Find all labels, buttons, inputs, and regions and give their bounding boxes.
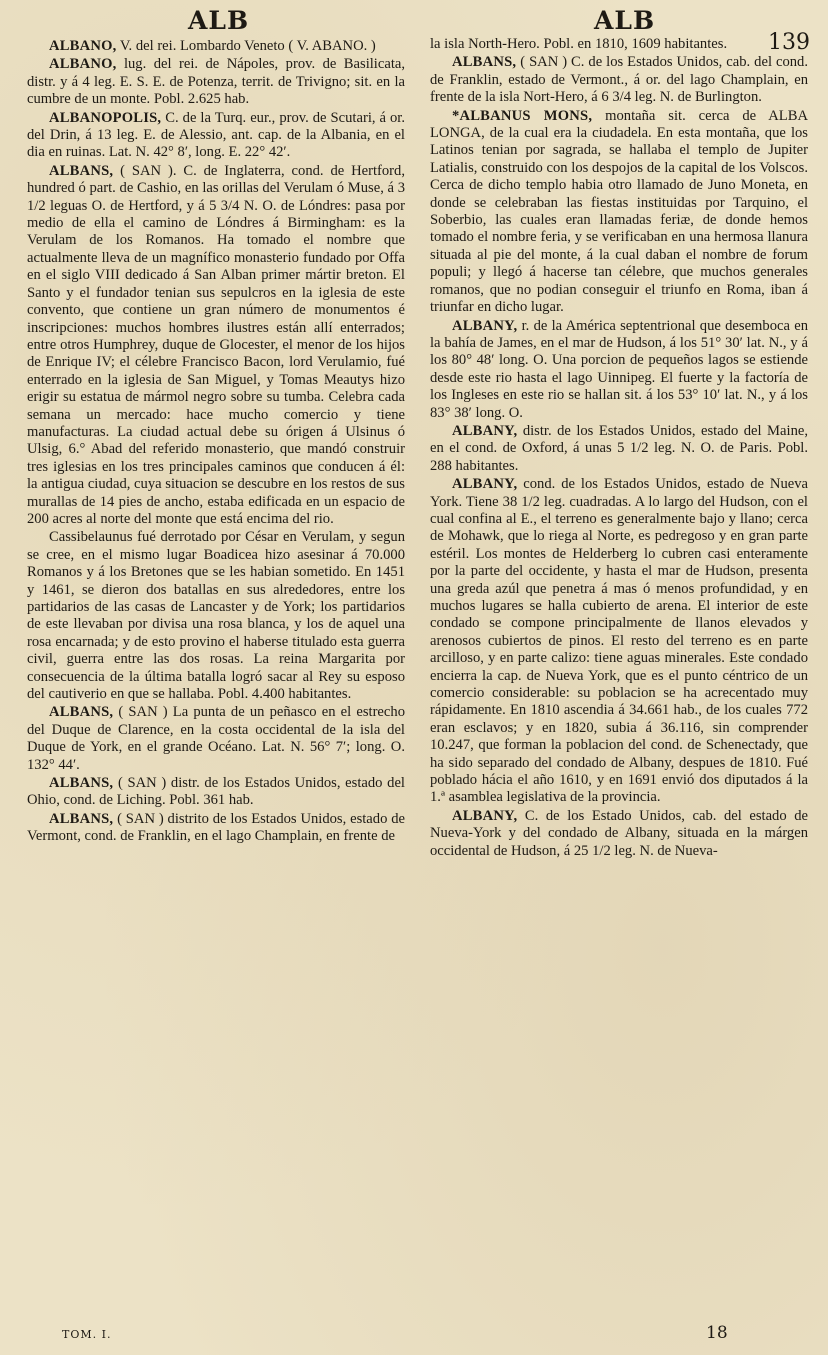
dictionary-entry — [430, 808, 808, 860]
dictionary-entry — [27, 110, 405, 162]
dictionary-entry-continued — [430, 36, 808, 53]
entry-headword: *ALBANUS MONS, — [452, 107, 593, 124]
entry-text: ( SAN ). C. de Inglaterra, cond. de Hertford, hundred ó part. de Cashio, en las orillas del Verulam ó Muse, á 3 1/2 leguas O. de Hertford, y á 5 3/4 N. O. de Lóndres: pasa por medio de ella el camino de Lóndres á Birmingham: es la Verulam de los Romanos. Ha tomado el nombre que actualmente lleva de un magnífico monasterio fundado por Offa en el siglo VIII dedicado á San Alban primer mártir breton. El Santo y el fundador tenian sus sepulcros en la iglesia de este convento, que contiene un gran número de monumentos é inscripciones: muchos hombres ilustres están allí enterrados; entre otros Humphrey, duque de Glocester, el menor de los hijos de Enrique IV; el célebre Francisco Bacon, lord Verulamio, fué enterrado en la iglesia de San Miguel, y Tomas Meautys hizo erigir su estatua de mármol negro sobre su tumba. Celebra cada semana un mercado: hace mucho comercio y tiene manufacturas. La ciudad actual debe su órigen á Ulsinus ó Ulsig, 6.° Abad del referido monasterio, que mandó construir tres iglesias en los tres principales caminos que conducen á él: la antigua ciudad, cuya situacion se descubre en los restos de sus murallas de 14 pies de ancho, estaba edificada en un espacio de 200 acres al norte del monte que está encima del rio. — [27, 162, 405, 527]
entry-text: lug. del rei. de Nápoles, prov. de Basilicata, distr. y á 4 leg. E. S. E. de Potenza, territ. de Trivigno; sit. en la cumbre de un monte. Pobl. 2.625 hab. — [27, 56, 405, 108]
entry-text: C. de los Estado Unidos, cab. del estado de Nueva-York y del condado de Albany, situada en la márgen occidental de Hudson, á 25 1/2 leg. N. de Nueva- — [430, 807, 808, 859]
entry-headword: ALBANS, — [452, 54, 517, 71]
dictionary-entry — [430, 476, 808, 807]
running-head-right: ALB — [594, 6, 656, 35]
dictionary-entry — [27, 811, 405, 846]
entry-text: V. del rei. Lombardo Veneto ( V. ABANO. ) — [116, 38, 376, 54]
volume-signature: TOM. I. — [62, 1328, 112, 1341]
dictionary-entry-paragraph — [27, 529, 405, 703]
dictionary-entry — [27, 56, 405, 108]
dictionary-entry — [430, 318, 808, 422]
entry-headword: ALBANOPOLIS, — [49, 109, 162, 126]
right-column — [430, 36, 808, 1333]
entry-headword: ALBANO, — [49, 56, 117, 73]
entry-headword: ALBANO, — [49, 38, 117, 54]
entry-text: montaña sit. cerca de ALBA LONGA, de la cual era la ciudadela. En esta montaña, que los Latinos tenian por sagrada, se hallaba el templo de Jupiter Latialis, construido con los despojos de la capital de los Volscos. Cerca de dicho templo habia otro llamado de Juno Moneta, en donde se celebraban las fiestas instituidas por Tarquino, el Soberbio, las cuales eran llamadas feriæ, de donde hemos tomado el nombre feria, y se verificaban en una hermosa llanura situada al pie del monte, á la cual daban el nombre de forum populi; y llegó á hacerse tan célebre, que muchos generales romanos, que no podian conseguir el triunfo en Roma, iban á triunfar en dicho lugar. — [430, 107, 808, 316]
entry-text: Cassibelaunus fué derrotado por César en Verulam, y segun se cree, en el mismo lugar Boadicea hizo asesinar á 70.000 Romanos y á los Bretones que se les habian sometido. En 1451 y 1461, se dieron dos batallas en sus alrededores, entre los partidarios de las casas de Lancaster y de York; los partidarios de este llevaban por divisa una rosa blanca, y los de aquel una rosa encarnada; y de esto provino el haberse titulado esta guerra civil, guerra entre las dos rosas. La reina Margarita por consecuencia de la última batalla logró sacar al Rey su esposo del cautiverio en que se hallaba. Pobl. 4.400 habitantes. — [27, 529, 405, 703]
dictionary-entry — [27, 38, 405, 55]
page-number: 139 — [768, 30, 810, 55]
dictionary-entry — [27, 704, 405, 774]
gathering-signature: 18 — [706, 1323, 728, 1343]
entry-headword: ALBANS, — [49, 162, 114, 179]
entry-headword: ALBANY, — [452, 476, 518, 493]
entry-text: ( SAN ) distrito de los Estados Unidos, estado de Vermont, cond. de Franklin, en el lago Champlain, en frente de — [27, 810, 405, 845]
entry-text: distr. de los Estados Unidos, estado del Maine, en el cond. de Oxford, á unas 5 1/2 leg. N. O. de Paris. Pobl. 288 habitantes. — [430, 422, 808, 474]
entry-text: r. de la América septentrional que desemboca en la bahía de James, en el mar de Hudson, á los 51° 30′ lat. N., y á los 80° 48′ long. O. Una porcion de pequeños lagos se estiende desde este rio hasta el lago Uinnipeg. El fuerte y la factoría de los Ingleses en este rio se hallan sit. á los 53° 10′ lat. N., y á los 83° 38′ long. O. — [430, 317, 808, 421]
entry-headword: ALBANS, — [49, 775, 114, 792]
dictionary-entry — [430, 423, 808, 475]
dictionary-entry — [430, 54, 808, 106]
dictionary-entry — [27, 163, 405, 529]
entry-text: ( SAN ) C. de los Estados Unidos, cab. del cond. de Franklin, estado de Vermont., á or. del lago Champlain, en frente de la isla Nort-Hero, á 6 3/4 leg. N. de Burlington. — [430, 54, 808, 106]
entry-headword: ALBANS, — [49, 704, 114, 721]
dictionary-entry — [27, 775, 405, 810]
entry-text: C. de la Turq. eur., prov. de Scutari, á or. del Drin, á 13 leg. E. de Alessio, ant. cap. de la Albania, en el dia en ruinas. Lat. N. 42° 8′, long. E. 22° 42′. — [27, 109, 405, 161]
entry-headword: ALBANS, — [49, 810, 114, 827]
entry-text: cond. de los Estados Unidos, estado de Nueva York. Tiene 38 1/2 leg. cuadradas. A lo largo del Hudson, con el cual confina al E., el terreno es generalmente bajo y llano; cerca de Mohawk, que lo riega al Norte, es pedregoso y en gran parte estéril. Los montes de Helderberg lo cubren casi enteramente por la parte del occidente, y hasta el mar de Hudson, presenta una greda azúl que penetra á mas ó menos profundidad, y en muchos lugares se halla cubierto de arena. El interior de este condado se compone principalmente de llanos elevados y arenosos cubiertos de pinos. El resto del terreno es en parte arcilloso, y en parte calizo: tiene aguas minerales. Este condado encierra la cap. de Nueva York, que es el punto céntrico de un comercio considerable: su poblacion se ha acrecentado muy rápidamente. En 1810 ascendia á 34.661 hab., de los cuales 772 eran esclavos; y en 1820, subia á 36.116, sin comprender 10.247, que forman la poblacion del cond. de Schenectady, que ha sido separado del condado de Albany, despues de 1810. Fué poblado hácia el año 1610, y en 1691 envió dos diputados á la 1.ª asamblea legislativa de la provincia. — [430, 476, 808, 806]
entry-headword: ALBANY, — [452, 317, 518, 334]
entry-text: la isla North-Hero. Pobl. en 1810, 1609 habitantes. — [430, 36, 728, 52]
running-head-left: ALB — [188, 6, 250, 35]
entry-headword: ALBANY, — [452, 422, 518, 439]
dictionary-entry — [430, 108, 808, 317]
entry-headword: ALBANY, — [452, 807, 518, 824]
entry-text: ( SAN ) distr. de los Estados Unidos, estado del Ohio, cond. de Liching. Pobl. 361 hab. — [27, 775, 405, 809]
left-column — [27, 38, 405, 1333]
entry-text: ( SAN ) La punta de un peñasco en el estrecho del Duque de Clarence, en la costa occidental de la isla del Duque de York, en el grande Océano. Lat. N. 56° 7′; long. O. 132° 44′. — [27, 704, 405, 773]
